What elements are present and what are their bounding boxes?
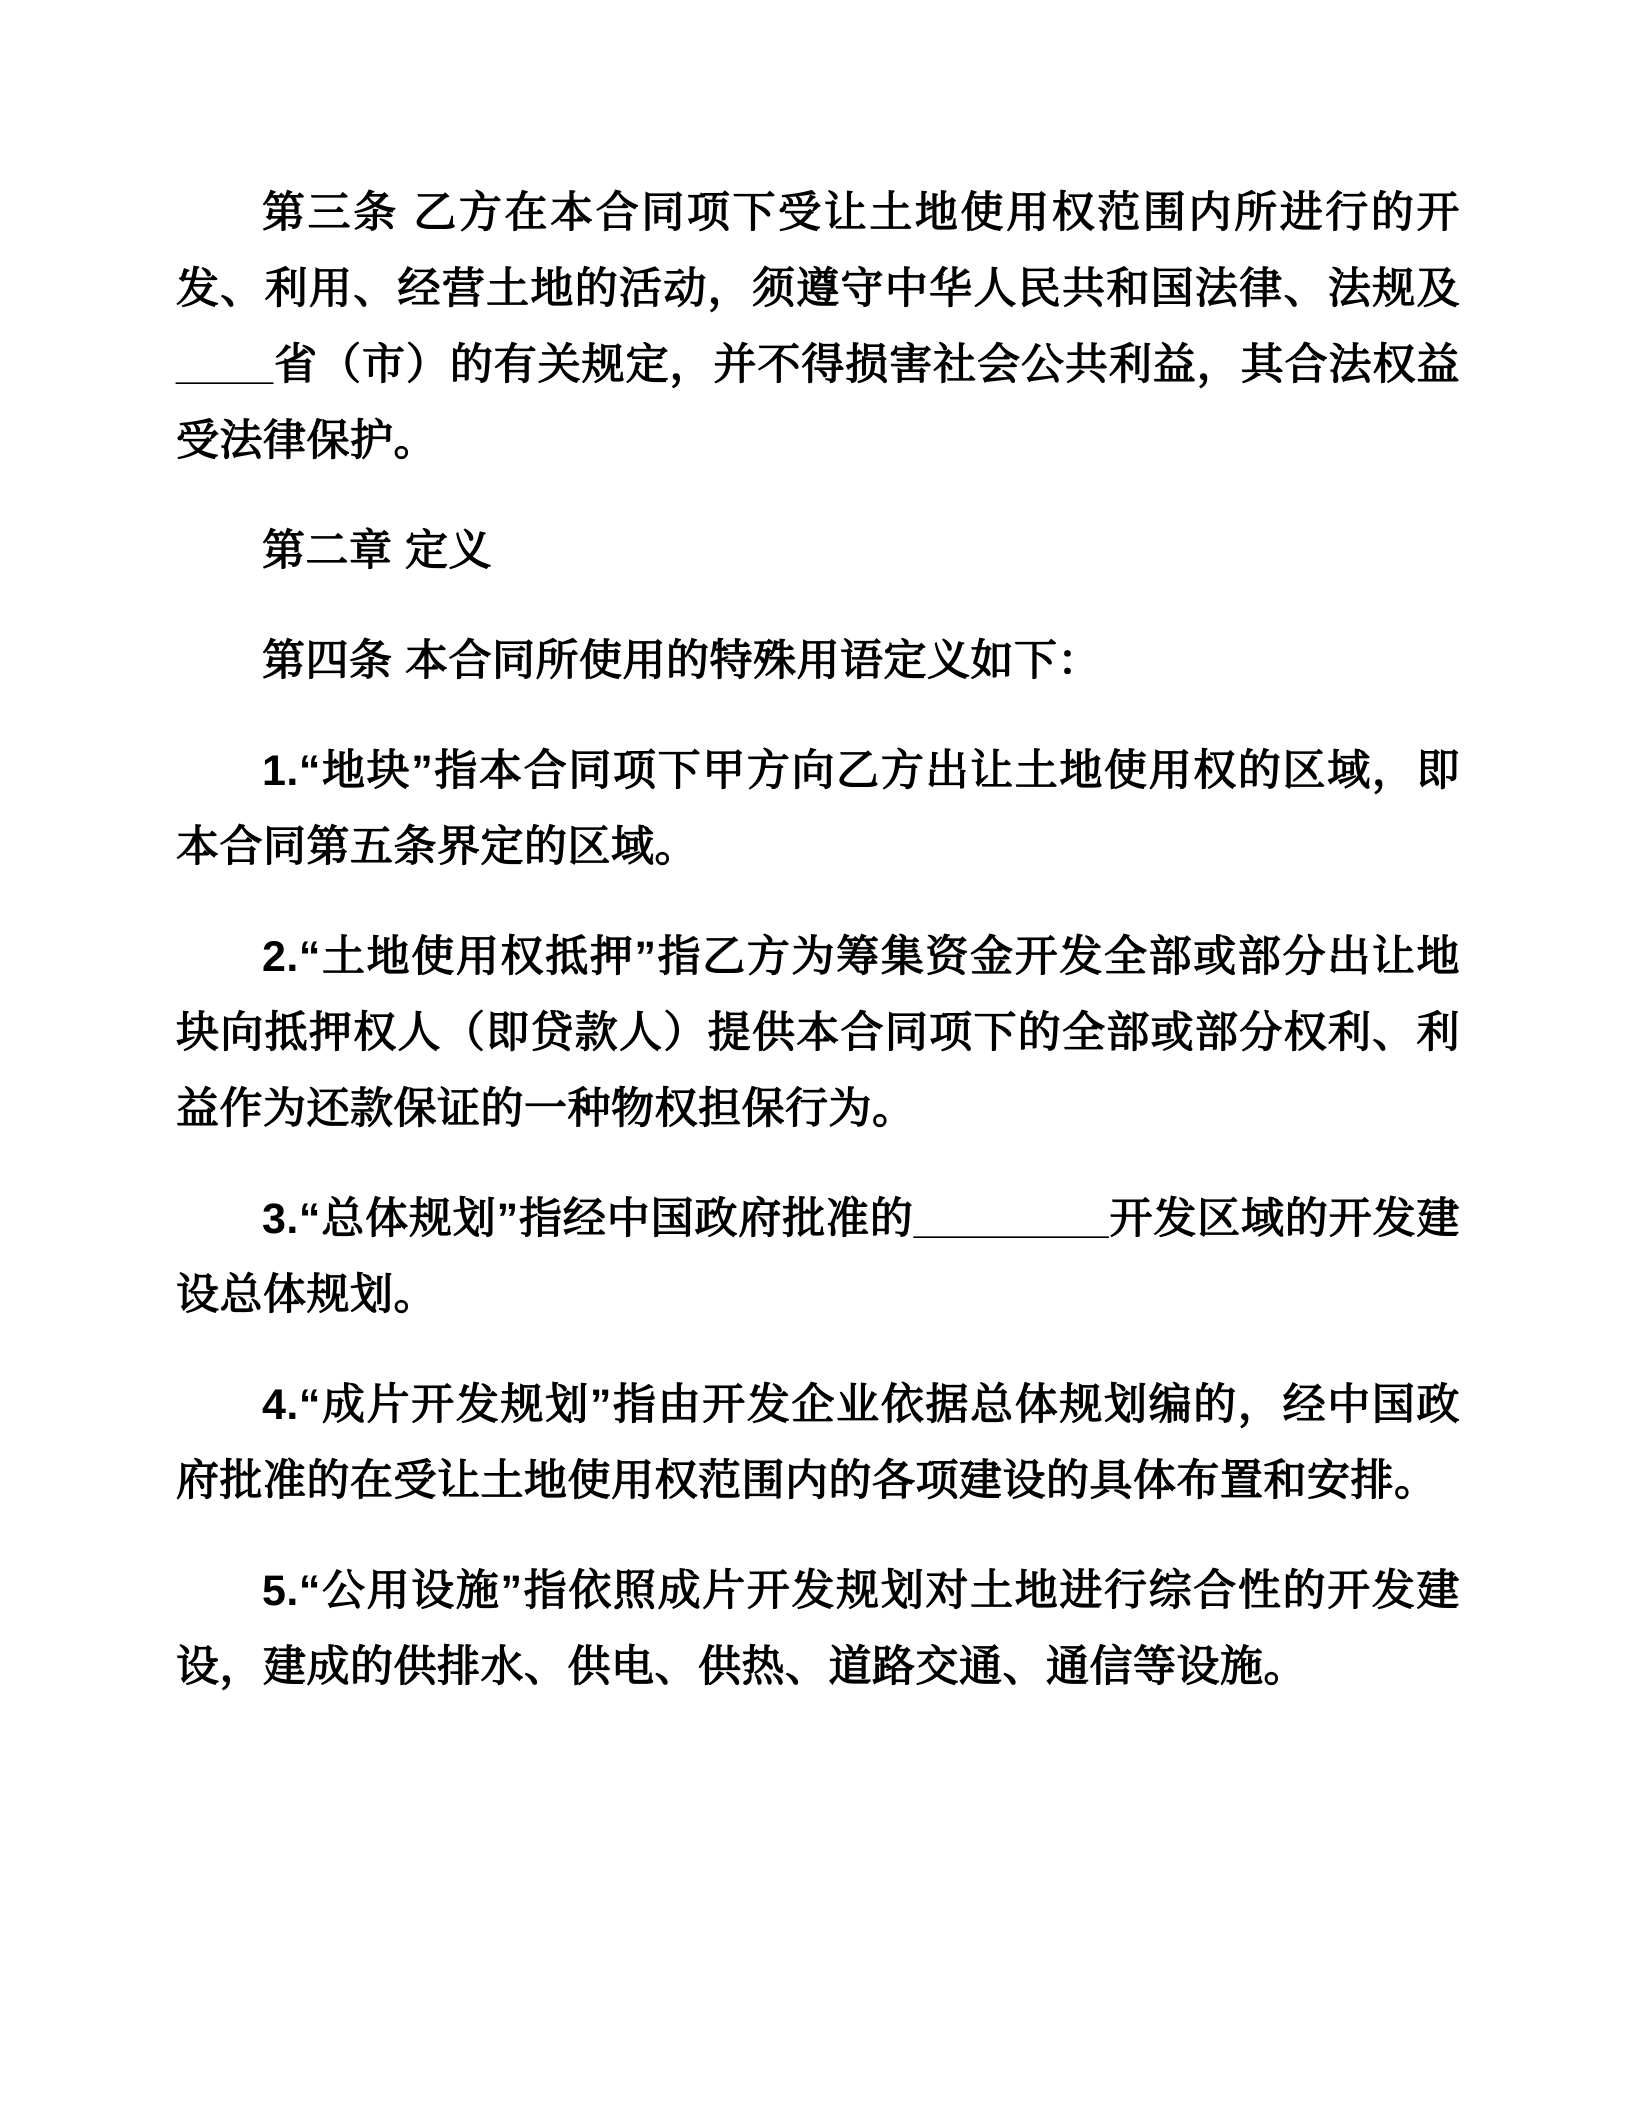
definition-4-tract-development-plan: 4.“成片开发规划”指由开发企业依据总体规划编的，经中国政府批准的在受让土地使用权范围内的各项建设的具体布置和安排。 — [176, 1381, 1460, 1505]
chapter-2-heading: 第二章 定义 — [262, 527, 492, 575]
document-body — [176, 175, 1460, 1705]
definition-1-plot: 1.“地块”指本合同项下甲方向乙方出让土地使用权的区域，即本合同第五条界定的区域。 — [176, 747, 1460, 871]
article-4: 第四条 本合同所使用的特殊用语定义如下： — [262, 637, 1101, 685]
definition-2-mortgage: 2.“土地使用权抵押”指乙方为筹集资金开发全部或部分出让地块向抵押权人（即贷款人）提供本合同项下的全部或部分权利、利益作为还款保证的一种物权担保行为。 — [176, 933, 1460, 1133]
definition-3-master-plan: 3.“总体规划”指经中国政府批准的________开发区域的开发建设总体规划。 — [176, 1195, 1460, 1319]
article-3: 第三条 乙方在本合同项下受让土地使用权范围内所进行的开发、利用、经营土地的活动，须遵守中华人民共和国法律、法规及____省（市）的有关规定，并不得损害社会公共利益，其合法权益受法律保护。 — [176, 189, 1460, 465]
definition-5-public-facilities: 5.“公用设施”指依照成片开发规划对土地进行综合性的开发建设，建成的供排水、供电、供热、道路交通、通信等设施。 — [176, 1567, 1460, 1691]
